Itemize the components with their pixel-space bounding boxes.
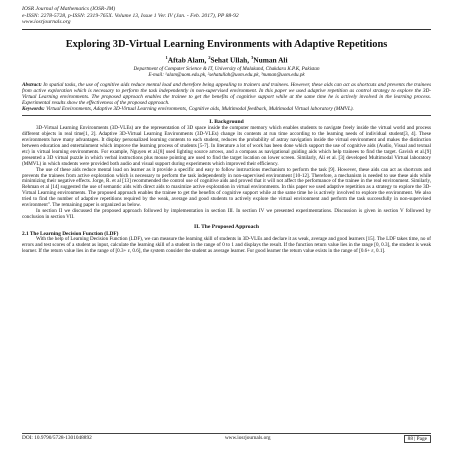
journal-name: IOSR Journal of Mathematics (IOSR-JM) [22, 6, 116, 12]
section-background-heading: I. Background [209, 118, 244, 125]
author-2-name: Sehat Ullah, [210, 55, 251, 65]
abstract-label: Abstract: [22, 81, 42, 88]
subsection-ldf-heading: 2.1 The Learning Decision Function (LDF) [22, 231, 119, 238]
abstract [22, 82, 431, 106]
author-2-sup: 2 [208, 54, 211, 60]
abstract-text: In spatial tasks, the use of cognitive aids reduce mental load and therefore being appealing to trainers and trainees. However, these aids can act as shortcuts and prevents the trainees from active exploration which is necessary to perform the task independently in non-supervised environment. In this paper we used adaptive repetition as control strategy to explore the 3D- Virtual Learning environments. The proposed approach enables the trainee to get the benefits of cognitive support while at the same time he is actively involved in the learning process. Experimental results show the effectiveness of the proposed approach. [22, 81, 432, 106]
keywords [22, 106, 431, 112]
page-footer [22, 435, 431, 443]
author-3-name: Numan Ali [253, 55, 288, 65]
journal-issn: e-ISSN: 2278-5728, p-ISSN: 2319-765X. Volume 13, Issue 1 Ver. IV (Jan. - Feb. 2017), PP 88-92 [22, 12, 239, 19]
author-emails: E-mail: ¹alam@uom.edu.pk, ²sehatullah@uom.edu.pk, ³numan@uom.edu.pk [148, 72, 305, 79]
footer-site[interactable]: www.iosrjournals.org [224, 435, 271, 441]
keywords-label: Keywords: [22, 105, 45, 112]
author-1-sup: 1 [165, 54, 168, 60]
paper-title: Exploring 3D-Virtual Learning Environments with Adaptive Repetitions [65, 38, 388, 50]
affiliation: Department of Computer Science & IT, University of Malakand, Chakdara K.P.K, Pakistan [133, 66, 320, 73]
section-approach-heading: II. The Proposed Approach [194, 224, 259, 231]
background-paragraph-3: In section II we discussed the proposed approach followed by implementation in section III. In section IV we presented experimentations. Discussion is given in section V followed by conclusion in section VII. [22, 208, 431, 221]
journal-site[interactable]: www.iosrjournals.org [22, 19, 71, 26]
author-list [22, 55, 431, 64]
journal-header [22, 6, 431, 26]
footer-page-number: 88 | Page [404, 435, 431, 443]
ldf-paragraph-1: With the help of Learning Decision Function (LDF), we can measure the learning skill of students in 3D-VLEs and declare it as weak, average and good learners [15]. The LDF takes time, no of errors and test scores of a student as input, calculate the learning skill of a student in the range of 0 to 1 and displays the result. If the function return value lies in the range [0, 0.3], the student is weak learner. If the return value lies in the range of [0.3+ ε, 0.6], the system consider the student as average learner. For good learner the return value exists in the range of [0.6+ ε, 0.1]. [22, 236, 431, 255]
header-divider [22, 29, 431, 30]
footer-divider [22, 433, 431, 434]
abstract-divider [22, 115, 431, 116]
author-3-sup: 3 [250, 54, 254, 60]
background-paragraph-1: 3D-Virtual Learning Environments (3D-VLEs) are the representation of 3D space inside the computer memory which enables students to navigate freely inside the virtual world and process different objects in real time[1, 2]. Adaptive 3D-Virtual Learning Environments (3D-VLEs) change its contents at run time according to the learning needs of individual student[3, 4]. These environments have many advantages. It display personalized learning contents to each student, reduces the probability of astray navigation inside the virtual environment and makes the distinction between education and entertainment which improve the learning process of students [5-7]. In literature a lot of work has been done which support the use of cognitive aids (Audio, Visual and textual etc) in virtual learning environments. For example, Nguyen et al.[8] used lighting source arrows, and a compass as navigational guiding aids which help trainees to find the target. Gavish et al.[9] presented a 3D virtual puzzle in which verbal instructions plus mouse pointing are used to find the target location on lower screen. Similarly, Ali et al. [3] developed Multimodal Virtual laboratory (MMVL) in which students were provided both audio and visual support during experiments which improved their efficiency. [22, 124, 431, 167]
author-1-name: Aftab Alam, [167, 55, 209, 65]
keywords-text: Virtual Environments, Adaptive 3D-Virtual Learning environments, Cognitive aids, Multimodal feedback, Multimodal Virtual laboratory (MMVL). [46, 105, 354, 112]
footer-doi: DOI: 10.9790/5728-1301048892 [22, 435, 92, 441]
background-paragraph-2: The use of these aids reduce mental load on learner as it provide a specific and easy to follow instructions mechanism to perform the task [9]. However, these aids can act as shortcuts and prevents the trainees from active exploration which is necessary to perform the task independently in non-supervised environment [10-12]. Therefore, a mechanism is needed to use these aids while minimizing their negative effects. Jorge, R. et al [13] recommended the control use of cognitive aids and proved that it will not affect the performance of the trainee in the real environment. Similarly, Rehman et al [14] suggested the use of semantic aids with direct aids to maximize active exploration in virtual environments. In this paper we used adaptive repetition as a strategy to explore the 3D- Virtual Learning environments. The proposed approach enables the trainee to get the benefits of cognitive support while at the same time he is actively involved to explore the environment. We also tried to find the number of adaptive repetitions required by the weak, average and good students to actively explore the virtual environment and perform the task successfully in non-supervised environment". The remaining paper is organized as below. [22, 166, 431, 209]
